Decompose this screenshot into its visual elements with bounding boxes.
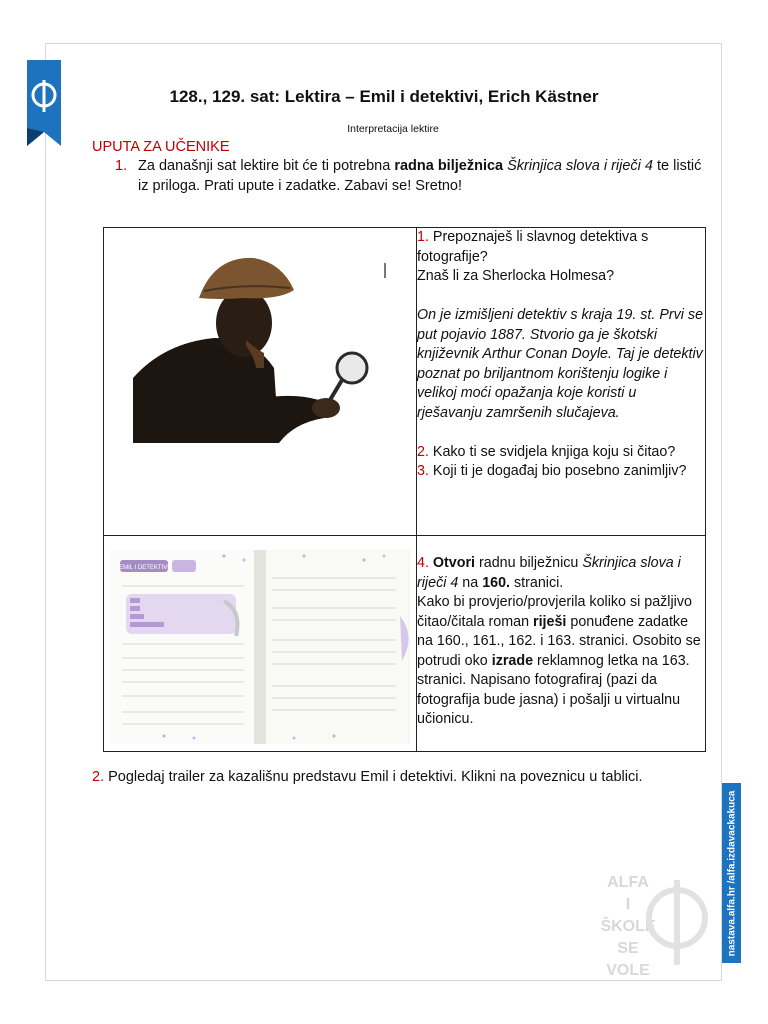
task-table — [103, 227, 706, 752]
workbook-text-cell: 4. Otvori radnu bilježnicu Škrinjica slova i riječi 4 na 160. stranici. Kako bi provjerio/provjerila koliko si pažljivo čitao/čitala roman riješi ponuđene zadatke na 160., 161., 162. i 163. stranici. Osobito se potrudi oko izrade reklamnog letka na 163. stranici. Napisano fotografiraj (pazi da fotografija bude jasna) i pošalji u virtualnu učionicu. — [417, 536, 706, 752]
instruction-2: 2. Pogledaj trailer za kazališnu predstavu Emil i detektivi. Klikni na poveznicu u tablici. — [92, 769, 643, 785]
instructions-heading: UPUTA ZA UČENIKE — [92, 139, 230, 155]
sherlock-silhouette-image — [104, 228, 416, 528]
sidebar-brand-strip — [722, 783, 741, 963]
alfa-watermark-logo-icon — [595, 870, 710, 970]
workbook-pages-image — [104, 536, 416, 746]
page-subtitle: Interpretacija lektire — [347, 123, 439, 135]
svg-text:EMIL I DETEKTIVI: EMIL I DETEKTIVI — [119, 565, 169, 571]
page-title: 128., 129. sat: Lektira – Emil i detektivi, Erich Kästner — [169, 87, 599, 106]
instruction-number: 1. — [115, 158, 128, 174]
detective-photo-cell — [104, 228, 417, 536]
workbook-photo-cell — [104, 536, 417, 752]
alfa-watermark: ALFA I ŠKOLE SE VOLE — [600, 874, 656, 979]
detective-text-cell: 1. Prepoznaješ li slavnog detektiva s fotografije? Znaš li za Sherlocka Holmesa? On je izmišljeni detektiv s kraja 19. st. Prvi se put pojavio 1887. Stvorio ga je škotski književnik Arthur Conan Doyle. Taj je detektiv poznat po briljantnom korištenju logike i velikoj moći opažanja koje koristi u rješavanju zamršenih slučajeva. 2. Kako ti se svidjela knjiga koju si čitao? 3. Koji ti je događaj bio posebno zanimljiv? — [417, 228, 706, 536]
sidebar-brand-text: nastava.alfa.hr /alfa.izdavackakuca — [726, 790, 737, 956]
instruction-text: Za današnji sat lektire bit će ti potrebna radna bilježnica Škrinjica slova i riječi 4 te listić iz priloga. Prati upute i zadatke. Zabavi se! Sretno! — [138, 158, 702, 194]
